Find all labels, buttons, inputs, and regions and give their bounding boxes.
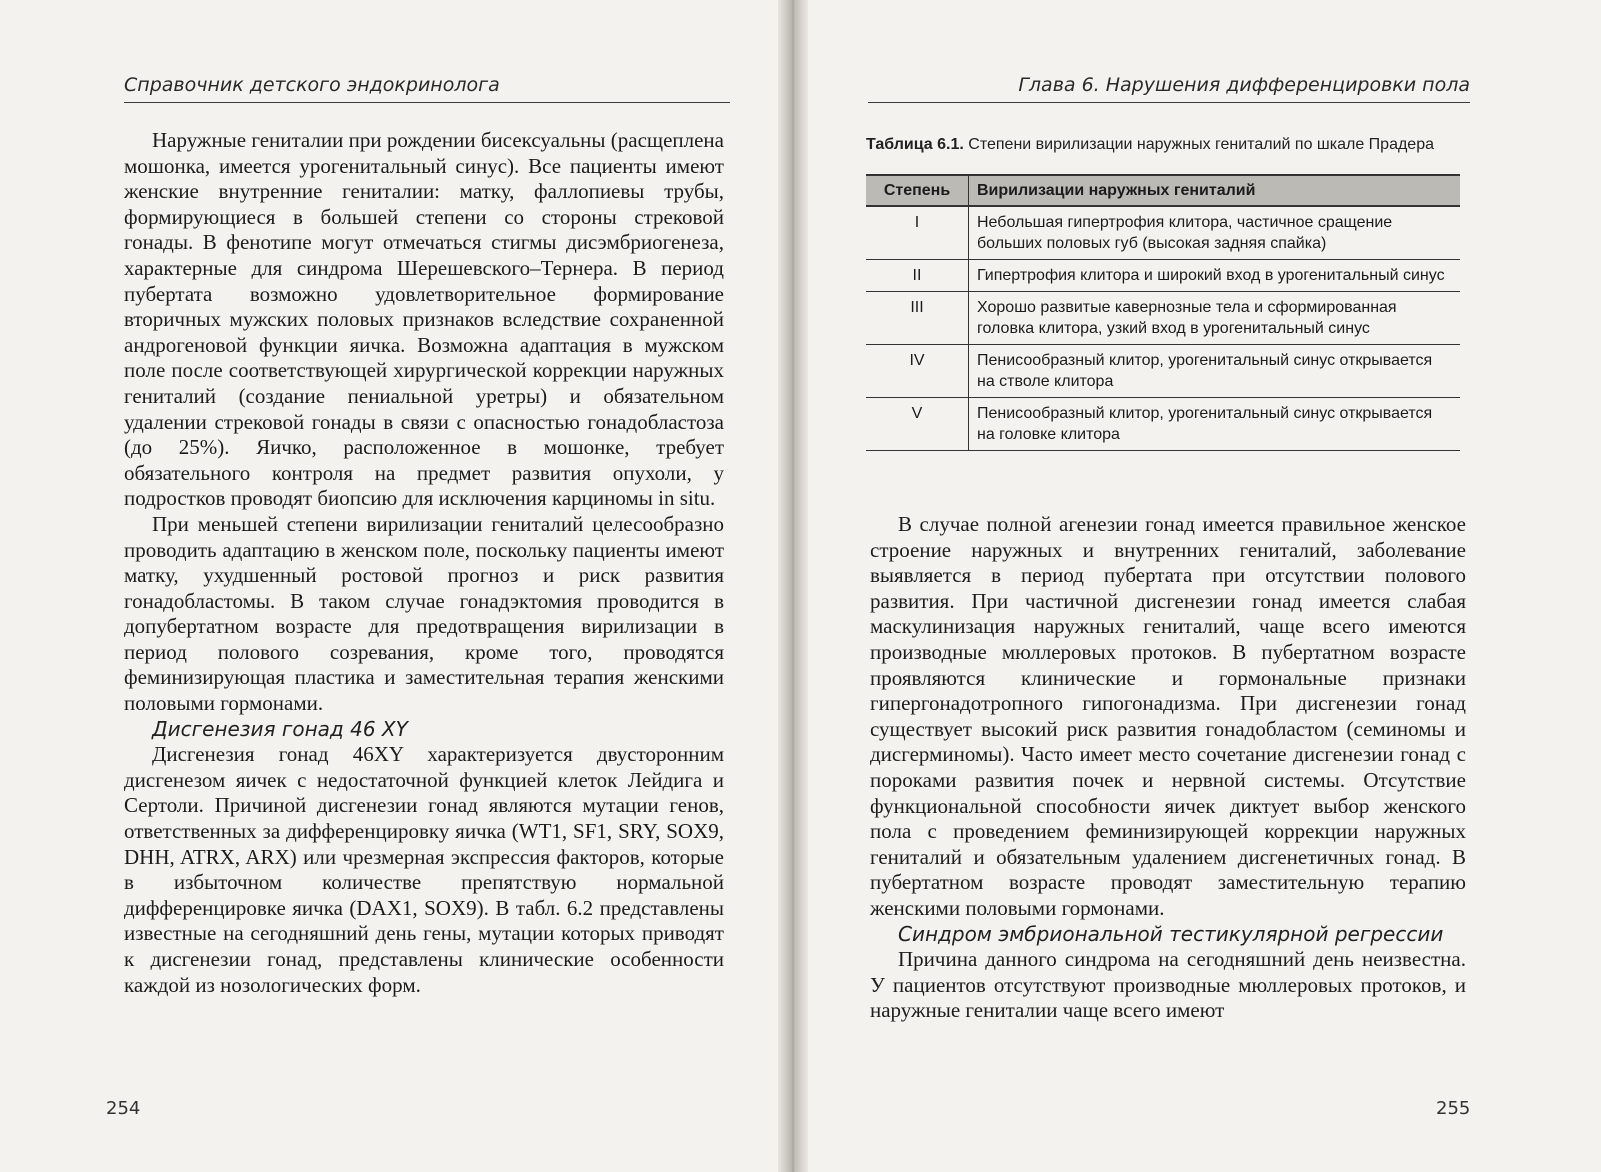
table-caption-label: Таблица 6.1. (866, 136, 964, 153)
left-paragraph-2: При меньшей степени вирилизации гениталий целесообразно проводить адаптацию в женском поле, поскольку пациенты имеют матку, ухудшенный ростовой прогноз и риск развития гонадобластомы. В таком случае гонадэктомия проводится в допубертатном возрасте для предотвращения вирилизации в период полового созревания, кроме того, проводятся феминизирующая пластика и заместительная терапия женскими половыми гормонами. (124, 511, 724, 716)
right-page (796, 0, 1601, 1172)
table-row (866, 206, 1460, 260)
table-row (866, 398, 1460, 451)
book-gutter (778, 0, 808, 1172)
right-text-block (870, 512, 1466, 1024)
degree-cell: II (866, 260, 969, 292)
table-caption (866, 136, 1466, 154)
table-row (866, 345, 1460, 398)
table-row (866, 292, 1460, 345)
degree-cell: IV (866, 345, 969, 398)
right-paragraph-1: В случае полной агенезии гонад имеется правильное женское строение наружных и внутренних гениталий, заболевание выявляется в период пубертата при отсутствии полового развития. При частичной дисгенезии гонад имеется слабая маскулинизация наружных гениталий, чаще всего имеются производные мюллеровых протоков. В пубертатном возрасте проявляются клинические и гормональные признаки гипергонадотропного гипогонадизма. При дисгенезии гонад существует высокий риск развития гонадобластом (семиномы и дисгерминомы). Часто имеет место сочетание дисгенезии гонад с пороками развития почек и нервной системы. Отсутствие функциональной способности яичек диктует выбор женского пола с проведением феминизирующей коррекции наружных гениталий и обязательным удалением дисгенетичных гонад. В пубертатном возрасте проводят заместительную терапию женскими половыми гормонами. (870, 512, 1466, 920)
header-degree: Степень (866, 175, 969, 206)
table-header-row (866, 175, 1460, 206)
table-row (866, 260, 1460, 292)
running-head-left: Справочник детского эндокринолога (124, 74, 730, 103)
page-number-right: 255 (1436, 1098, 1471, 1119)
degree-cell: III (866, 292, 969, 345)
description-cell: Пенисообразный клитор, урогенитальный синус открывается на стволе клитора (969, 345, 1461, 398)
left-text-block (124, 128, 724, 998)
right-paragraph-2: Причина данного синдрома на сегодняшний день неизвестна. У пациентов отсутствуют производные мюллеровых протоков, и наружные гениталии чаще всего имеют (870, 947, 1466, 1023)
left-page (0, 0, 790, 1172)
running-head-right: Глава 6. Нарушения дифференцировки пола (868, 74, 1470, 103)
description-cell: Гипертрофия клитора и широкий вход в урогенитальный синус (969, 260, 1461, 292)
page-number-left: 254 (106, 1098, 141, 1119)
left-paragraph-1: Наружные гениталии при рождении бисексуальны (расщеплена мошонка, имеется урогенитальный синус). Все пациенты имеют женские внутренние гениталии: матку, фаллопиевы трубы, формирующиеся в большей степени со стороны стрековой гонады. В фенотипе могут отмечаться стигмы дисэмбриогенеза, характерные для синдрома Шерешевского–Тернера. В период пубертата возможно удовлетворительное формирование вторичных мужских половых признаков вследствие сохраненной андрогеновой функции яичка. Возможна адаптация в мужском поле после соответствующей хирургической коррекции наружных гениталий (создание пениальной уретры) и обязательном удалении стрековой гонады в связи с опасностью гонадобластоза (до 25%). Яичко, расположенное в мошонке, требует обязательного контроля на предмет развития опухоли, у подростков проводят биопсию для исключения карциномы in situ. (124, 128, 724, 511)
subheading-right: Синдром эмбриональной тестикулярной регрессии (898, 921, 1444, 946)
description-cell: Пенисообразный клитор, урогенитальный синус открывается на головке клитора (969, 398, 1461, 451)
left-paragraph-3: Дисгенезия гонад 46XY характеризуется двусторонним дисгенезом яичек с недостаточной функцией клеток Лейдига и Сертоли. Причиной дисгенезии гонад являются мутации генов, ответственных за дифференцировку яичка (WT1, SF1, SRY, SOX9, DHH, ATRX, ARX) или чрезмерная экспрессия факторов, которые в избыточном количестве препятствую нормальной дифференцировке яичка (DAX1, SOX9). В табл. 6.2 представлены известные на сегодняшний день гены, мутации которых приводят к дисгенезии гонад, представлены клинические особенности каждой из нозологических форм. (124, 742, 724, 997)
prader-table (866, 174, 1460, 451)
description-cell: Хорошо развитые кавернозные тела и сформированная головка клитора, узкий вход в урогенитальный синус (969, 292, 1461, 345)
description-cell: Небольшая гипертрофия клитора, частичное сращение больших половых губ (высокая задняя спайка) (969, 206, 1461, 260)
degree-cell: I (866, 206, 969, 260)
subheading-left: Дисгенезия гонад 46 XY (152, 716, 408, 741)
degree-cell: V (866, 398, 969, 451)
table-caption-text: Степени вирилизации наружных гениталий по шкале Прадера (963, 136, 1434, 153)
header-virilization: Вирилизации наружных гениталий (969, 175, 1461, 206)
